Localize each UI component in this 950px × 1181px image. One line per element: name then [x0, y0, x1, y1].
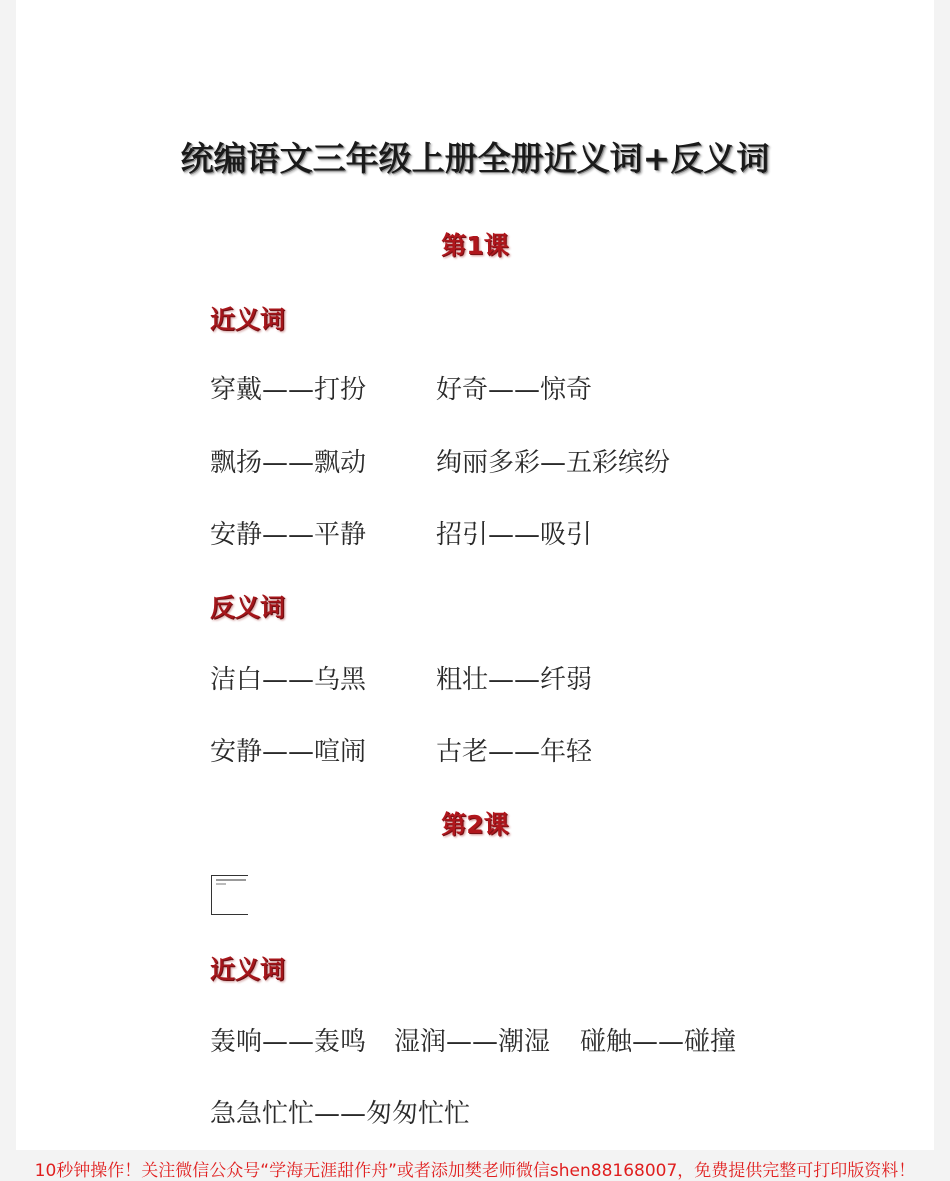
- word-pair: 绚丽多彩—五彩缤纷: [436, 448, 671, 478]
- word-pair: 安静——喧闹: [210, 737, 367, 767]
- word-pair: 轰响——轰鸣: [210, 1027, 367, 1057]
- document-title: 统编语文三年级上册全册近义词+反义词: [180, 139, 770, 178]
- word-pair: 粗壮——纤弱: [436, 665, 593, 695]
- word-pair: 好奇——惊奇: [436, 375, 593, 405]
- lesson-1-antonyms-heading: 反义词: [210, 593, 286, 622]
- word-pair: 招引——吸引: [436, 520, 593, 550]
- lesson-2-heading: 第2课: [441, 810, 509, 839]
- word-pair: 飘扬——飘动: [210, 448, 367, 478]
- lesson-1-synonyms-heading: 近义词: [210, 305, 286, 334]
- word-pair: 碰触——碰撞: [580, 1027, 737, 1057]
- lesson-1-heading: 第1课: [441, 231, 509, 260]
- word-pair: 急急忙忙——匆匆忙忙: [210, 1099, 471, 1129]
- word-pair: 安静——平静: [210, 520, 367, 550]
- word-pair: 洁白——乌黑: [210, 665, 367, 695]
- word-pair: 古老——年轻: [436, 737, 593, 767]
- word-pair: 穿戴——打扮: [210, 375, 367, 405]
- promo-footer: 10秒钟操作！关注微信公众号“学海无涯甜作舟”或者添加樊老师微信shen88168007，免费提供完整可打印版资料！: [34, 1161, 916, 1181]
- lesson-2-synonyms-heading: 近义词: [210, 955, 286, 984]
- embedded-image-thumbnail: [211, 875, 248, 915]
- word-pair: 湿润——潮湿: [394, 1027, 551, 1057]
